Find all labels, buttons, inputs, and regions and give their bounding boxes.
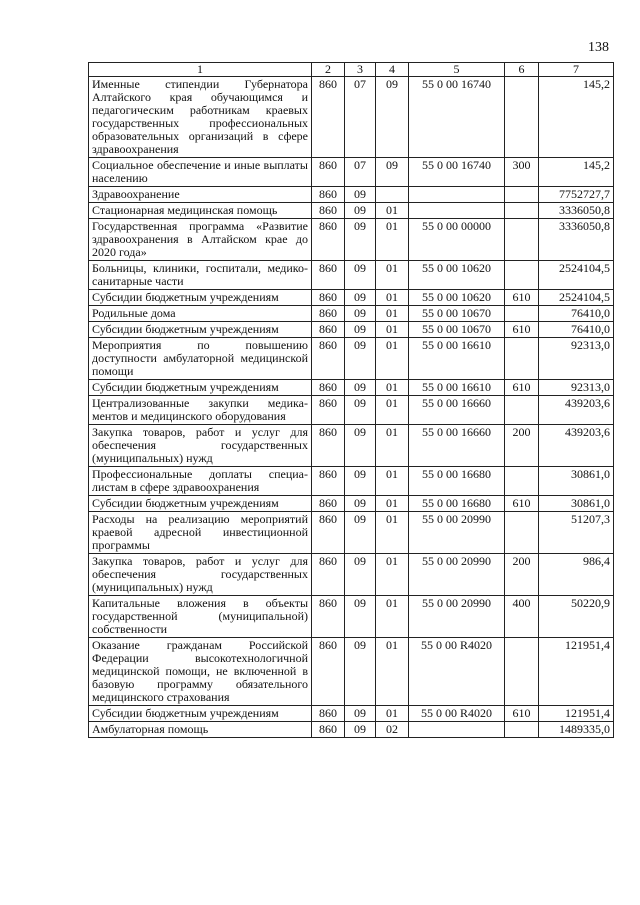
section-code-cell: 09 [345, 396, 376, 425]
target-article-cell [409, 203, 505, 219]
expense-type-cell [505, 219, 539, 261]
target-article-cell: 55 0 00 16660 [409, 396, 505, 425]
row-name-cell: Государственная программа «Развитие здравоохранения в Алтайском крае до 2020 года» [89, 219, 312, 261]
table-row [89, 596, 614, 638]
section-code-cell: 09 [345, 290, 376, 306]
row-name-cell: Закупка товаров, работ и услуг для обеспечения государственных (муниципальных) нужд [89, 554, 312, 596]
chief-admin-code-cell: 860 [312, 261, 345, 290]
amount-cell: 1489335,0 [539, 722, 614, 738]
target-article-cell: 55 0 00 16680 [409, 467, 505, 496]
expense-type-cell [505, 512, 539, 554]
section-code-cell: 09 [345, 261, 376, 290]
table-row [89, 187, 614, 203]
table-row [89, 706, 614, 722]
chief-admin-code-cell: 860 [312, 554, 345, 596]
amount-cell: 76410,0 [539, 322, 614, 338]
row-name-cell: Профессиональные доплаты специалистам в сфере здравоохранения [89, 467, 312, 496]
expense-type-cell [505, 722, 539, 738]
target-article-cell: 55 0 00 10670 [409, 322, 505, 338]
chief-admin-code-cell: 860 [312, 596, 345, 638]
expense-type-cell [505, 187, 539, 203]
expense-type-cell [505, 203, 539, 219]
amount-cell: 439203,6 [539, 396, 614, 425]
row-name-cell: Амбулаторная помощь [89, 722, 312, 738]
chief-admin-code-cell: 860 [312, 158, 345, 187]
section-code-cell: 09 [345, 425, 376, 467]
table-row [89, 396, 614, 425]
chief-admin-code-cell: 860 [312, 496, 345, 512]
section-code-cell: 09 [345, 638, 376, 706]
target-article-cell: 55 0 00 00000 [409, 219, 505, 261]
expense-type-cell [505, 467, 539, 496]
subsection-code-cell: 01 [376, 596, 409, 638]
section-code-cell: 09 [345, 219, 376, 261]
amount-cell: 7752727,7 [539, 187, 614, 203]
table-row [89, 722, 614, 738]
subsection-code-cell: 01 [376, 290, 409, 306]
chief-admin-code-cell: 860 [312, 467, 345, 496]
chief-admin-code-cell: 860 [312, 722, 345, 738]
target-article-cell: 55 0 00 16680 [409, 496, 505, 512]
amount-cell: 145,2 [539, 158, 614, 187]
section-code-cell: 09 [345, 722, 376, 738]
column-header: 3 [345, 63, 376, 77]
expense-type-cell [505, 261, 539, 290]
subsection-code-cell: 01 [376, 467, 409, 496]
section-code-cell: 07 [345, 77, 376, 158]
expense-type-cell: 400 [505, 596, 539, 638]
amount-cell: 30861,0 [539, 467, 614, 496]
expense-type-cell [505, 638, 539, 706]
table-row [89, 638, 614, 706]
column-header: 1 [89, 63, 312, 77]
row-name-cell: Социальное обеспечение и иные выплаты населению [89, 158, 312, 187]
chief-admin-code-cell: 860 [312, 380, 345, 396]
table-row [89, 338, 614, 380]
row-name-cell: Стационарная медицинская помощь [89, 203, 312, 219]
amount-cell: 3336050,8 [539, 203, 614, 219]
chief-admin-code-cell: 860 [312, 322, 345, 338]
target-article-cell: 55 0 00 10670 [409, 306, 505, 322]
section-code-cell: 09 [345, 203, 376, 219]
section-code-cell: 07 [345, 158, 376, 187]
amount-cell: 2524104,5 [539, 261, 614, 290]
target-article-cell: 55 0 00 10620 [409, 261, 505, 290]
chief-admin-code-cell: 860 [312, 338, 345, 380]
row-name-cell: Субсидии бюджетным учреждениям [89, 290, 312, 306]
chief-admin-code-cell: 860 [312, 706, 345, 722]
target-article-cell: 55 0 00 16740 [409, 77, 505, 158]
subsection-code-cell: 01 [376, 706, 409, 722]
chief-admin-code-cell: 860 [312, 396, 345, 425]
subsection-code-cell: 09 [376, 158, 409, 187]
expense-type-cell: 300 [505, 158, 539, 187]
amount-cell: 92313,0 [539, 380, 614, 396]
target-article-cell: 55 0 00 16740 [409, 158, 505, 187]
amount-cell: 121951,4 [539, 706, 614, 722]
amount-cell: 92313,0 [539, 338, 614, 380]
table-row [89, 77, 614, 158]
target-article-cell: 55 0 00 20990 [409, 596, 505, 638]
amount-cell: 2524104,5 [539, 290, 614, 306]
subsection-code-cell [376, 187, 409, 203]
expense-type-cell: 610 [505, 380, 539, 396]
table-row [89, 290, 614, 306]
subsection-code-cell: 01 [376, 306, 409, 322]
chief-admin-code-cell: 860 [312, 203, 345, 219]
table-row [89, 306, 614, 322]
expense-type-cell: 610 [505, 290, 539, 306]
subsection-code-cell: 01 [376, 338, 409, 380]
section-code-cell: 09 [345, 706, 376, 722]
subsection-code-cell: 01 [376, 203, 409, 219]
table-row [89, 512, 614, 554]
section-code-cell: 09 [345, 338, 376, 380]
table-row [89, 554, 614, 596]
row-name-cell: Больницы, клиники, госпитали, медико-санитарные части [89, 261, 312, 290]
target-article-cell [409, 722, 505, 738]
chief-admin-code-cell: 860 [312, 290, 345, 306]
subsection-code-cell: 01 [376, 554, 409, 596]
table-row [89, 322, 614, 338]
row-name-cell: Именные стипендии Губернатора Алтайского края обучающимся и педагогическим работникам краевых государственных профессиональных образовательных организаций в сфере здравоохранения [89, 77, 312, 158]
expense-type-cell: 610 [505, 496, 539, 512]
row-name-cell: Расходы на реализацию мероприятий краевой адресной инвестиционной программы [89, 512, 312, 554]
amount-cell: 50220,9 [539, 596, 614, 638]
amount-cell: 145,2 [539, 77, 614, 158]
expense-type-cell [505, 77, 539, 158]
chief-admin-code-cell: 860 [312, 638, 345, 706]
subsection-code-cell: 01 [376, 396, 409, 425]
section-code-cell: 09 [345, 467, 376, 496]
subsection-code-cell: 01 [376, 219, 409, 261]
target-article-cell: 55 0 00 20990 [409, 512, 505, 554]
column-header: 7 [539, 63, 614, 77]
amount-cell: 51207,3 [539, 512, 614, 554]
expense-type-cell: 610 [505, 322, 539, 338]
section-code-cell: 09 [345, 322, 376, 338]
subsection-code-cell: 01 [376, 380, 409, 396]
header-row [89, 63, 614, 77]
table-row [89, 496, 614, 512]
table-row [89, 158, 614, 187]
section-code-cell: 09 [345, 554, 376, 596]
expense-type-cell: 200 [505, 554, 539, 596]
chief-admin-code-cell: 860 [312, 219, 345, 261]
chief-admin-code-cell: 860 [312, 425, 345, 467]
table-row [89, 380, 614, 396]
subsection-code-cell: 09 [376, 77, 409, 158]
subsection-code-cell: 01 [376, 496, 409, 512]
row-name-cell: Капитальные вложения в объекты государственной (муниципальной) собственности [89, 596, 312, 638]
table-row [89, 467, 614, 496]
row-name-cell: Субсидии бюджетным учреждениям [89, 380, 312, 396]
column-header: 4 [376, 63, 409, 77]
row-name-cell: Закупка товаров, работ и услуг для обеспечения государственных (муниципальных) нужд [89, 425, 312, 467]
section-code-cell: 09 [345, 496, 376, 512]
table-row [89, 219, 614, 261]
row-name-cell: Субсидии бюджетным учреждениям [89, 322, 312, 338]
amount-cell: 439203,6 [539, 425, 614, 467]
row-name-cell: Оказание гражданам Российской Федерации высокотехнологичной медицинской помощи, не включенной в базовую программу обязательного медицинского страхования [89, 638, 312, 706]
section-code-cell: 09 [345, 512, 376, 554]
amount-cell: 30861,0 [539, 496, 614, 512]
row-name-cell: Мероприятия по повышению доступности амбулаторной медицинской помощи [89, 338, 312, 380]
target-article-cell: 55 0 00 R4020 [409, 706, 505, 722]
amount-cell: 76410,0 [539, 306, 614, 322]
budget-table [88, 62, 614, 738]
column-header: 6 [505, 63, 539, 77]
chief-admin-code-cell: 860 [312, 306, 345, 322]
expense-type-cell [505, 306, 539, 322]
subsection-code-cell: 01 [376, 425, 409, 467]
expense-type-cell [505, 338, 539, 380]
chief-admin-code-cell: 860 [312, 187, 345, 203]
amount-cell: 121951,4 [539, 638, 614, 706]
target-article-cell: 55 0 00 16610 [409, 380, 505, 396]
row-name-cell: Родильные дома [89, 306, 312, 322]
column-header: 5 [409, 63, 505, 77]
expense-type-cell: 610 [505, 706, 539, 722]
target-article-cell: 55 0 00 20990 [409, 554, 505, 596]
subsection-code-cell: 01 [376, 512, 409, 554]
page-number: 138 [588, 40, 609, 55]
expense-type-cell [505, 396, 539, 425]
subsection-code-cell: 01 [376, 638, 409, 706]
section-code-cell: 09 [345, 306, 376, 322]
subsection-code-cell: 02 [376, 722, 409, 738]
amount-cell: 986,4 [539, 554, 614, 596]
target-article-cell [409, 187, 505, 203]
section-code-cell: 09 [345, 596, 376, 638]
subsection-code-cell: 01 [376, 322, 409, 338]
expense-type-cell: 200 [505, 425, 539, 467]
target-article-cell: 55 0 00 16610 [409, 338, 505, 380]
row-name-cell: Субсидии бюджетным учреждениям [89, 706, 312, 722]
section-code-cell: 09 [345, 380, 376, 396]
subsection-code-cell: 01 [376, 261, 409, 290]
row-name-cell: Здравоохранение [89, 187, 312, 203]
target-article-cell: 55 0 00 10620 [409, 290, 505, 306]
row-name-cell: Субсидии бюджетным учреждениям [89, 496, 312, 512]
chief-admin-code-cell: 860 [312, 77, 345, 158]
chief-admin-code-cell: 860 [312, 512, 345, 554]
target-article-cell: 55 0 00 16660 [409, 425, 505, 467]
table-row [89, 261, 614, 290]
table-row [89, 203, 614, 219]
amount-cell: 3336050,8 [539, 219, 614, 261]
row-name-cell: Централизованные закупки медикаментов и медицинского оборудования [89, 396, 312, 425]
table-row [89, 425, 614, 467]
column-header: 2 [312, 63, 345, 77]
section-code-cell: 09 [345, 187, 376, 203]
target-article-cell: 55 0 00 R4020 [409, 638, 505, 706]
